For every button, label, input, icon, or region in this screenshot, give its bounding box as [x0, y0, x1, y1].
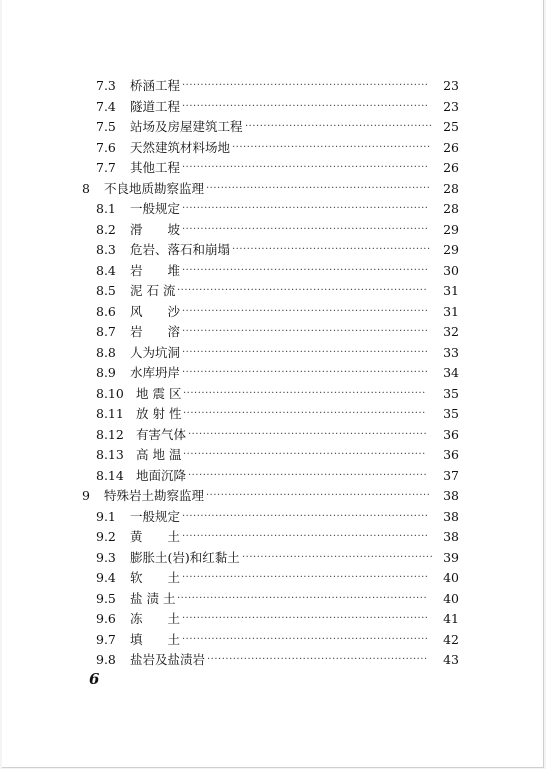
- toc-entry[interactable]: [2, 548, 543, 568]
- toc-entry[interactable]: [2, 220, 543, 240]
- toc-leader-dots: ···································································: [182, 633, 429, 645]
- toc-entry[interactable]: [2, 589, 543, 609]
- toc-entry-title: 软 土: [130, 570, 181, 585]
- toc-leader-dots: ···································································: [182, 80, 429, 91]
- toc-entry-title: 水库坍岸: [130, 365, 181, 380]
- toc-entry[interactable]: [2, 322, 543, 342]
- toc-entry-page: 40: [443, 590, 459, 606]
- toc-leader-dots: ····································································: [177, 592, 428, 604]
- toc-entry[interactable]: [2, 179, 543, 199]
- toc-entry-title: 风 沙: [130, 303, 181, 319]
- toc-entry[interactable]: [2, 281, 543, 301]
- toc-entry-number: 7.5: [96, 119, 116, 134]
- toc-leader-dots: ··································································: [183, 387, 426, 399]
- toc-entry-page: 26: [443, 139, 459, 155]
- toc-entry[interactable]: [2, 486, 543, 506]
- toc-entry-page: 37: [443, 467, 459, 483]
- toc-entry-page: 30: [443, 262, 459, 278]
- toc-leader-dots: ···································································: [182, 162, 429, 173]
- toc-entry-number: 8.13: [96, 447, 124, 462]
- toc-entry[interactable]: [2, 261, 543, 281]
- toc-entry-number: 7.6: [96, 139, 116, 155]
- toc-leader-dots: ···································································: [182, 572, 429, 583]
- toc-entry-number: 7.3: [96, 78, 116, 93]
- toc-leader-dots: ···································································: [182, 531, 429, 542]
- toc-entry-page: 36: [443, 426, 459, 442]
- toc-entry-page: 42: [443, 631, 459, 647]
- toc-entry-page: 23: [443, 98, 459, 114]
- toc-leader-dots: ····················································: [242, 551, 434, 563]
- toc-entry-number: 8.8: [96, 344, 116, 360]
- toc-leader-dots: ···································································: [182, 223, 429, 235]
- toc-entry-number: 9.1: [96, 508, 116, 524]
- toc-entry-page: 31: [443, 283, 459, 298]
- toc-leader-dots: ······················································: [232, 141, 431, 153]
- toc-entry-page: 35: [443, 406, 459, 421]
- toc-entry[interactable]: [2, 650, 543, 670]
- toc-entry-page: 31: [443, 303, 459, 319]
- toc-entry-page: 29: [443, 242, 459, 257]
- toc-entry-page: 35: [443, 385, 459, 401]
- toc-entry-title: 填 土: [130, 631, 181, 647]
- toc-entry-title: 站场及房屋建筑工程: [130, 119, 243, 134]
- toc-entry[interactable]: [2, 630, 543, 650]
- toc-entry-title: 黄 土: [130, 529, 181, 544]
- toc-leader-dots: ···································································: [182, 326, 429, 337]
- toc-entry-page: 43: [443, 652, 459, 667]
- toc-entry[interactable]: [2, 363, 543, 383]
- toc-leader-dots: ··································································: [183, 449, 426, 460]
- toc-entry-number: 8.2: [96, 221, 116, 237]
- toc-entry-number: 8.10: [96, 385, 124, 401]
- toc-entry-number: 8.11: [96, 406, 124, 421]
- toc-entry-title: 膨胀土(岩)和红黏土: [130, 549, 240, 565]
- toc-entry-title: 泥 石 流: [130, 283, 176, 298]
- toc-entry-number: 8: [82, 180, 90, 196]
- toc-entry-number: 8.12: [96, 426, 124, 442]
- toc-entry-page: 41: [443, 611, 459, 626]
- toc-entry-number: 8.4: [96, 262, 116, 278]
- toc-entry-number: 8.3: [96, 242, 116, 257]
- toc-leader-dots: ···································································: [182, 264, 429, 276]
- toc-entry-title: 地面沉降: [136, 467, 187, 483]
- toc-entry-page: 26: [443, 160, 459, 175]
- toc-entry-title: 桥涵工程: [130, 78, 181, 93]
- toc-entry[interactable]: [2, 527, 543, 547]
- toc-entry-title: 盐岩及盐渍岩: [130, 652, 206, 667]
- toc-entry-number: 8.7: [96, 324, 116, 339]
- toc-entry-number: 7.7: [96, 160, 116, 175]
- toc-entry-page: 36: [443, 447, 459, 462]
- toc-entry-number: 7.4: [96, 98, 116, 114]
- toc-entry-number: 9.8: [96, 652, 116, 667]
- toc-entry[interactable]: [2, 302, 543, 322]
- toc-entry-title: 隧道工程: [130, 98, 181, 114]
- toc-entry[interactable]: [2, 199, 543, 219]
- toc-leader-dots: ···································································: [182, 346, 429, 358]
- toc-entry-page: 38: [443, 529, 459, 544]
- toc-entry[interactable]: [2, 466, 543, 486]
- toc-entry[interactable]: [2, 240, 543, 260]
- toc-entry[interactable]: [2, 445, 543, 465]
- toc-entry[interactable]: [2, 97, 543, 117]
- toc-entry[interactable]: [2, 343, 543, 363]
- toc-entry-title: 一般规定: [130, 508, 181, 524]
- toc-entry-number: 9.4: [96, 570, 116, 585]
- document-page: [2, 0, 544, 768]
- toc-entry-page: 23: [443, 78, 459, 93]
- toc-entry-page: 33: [443, 344, 459, 360]
- toc-leader-dots: ·····························································: [206, 490, 431, 501]
- toc-entry-title: 盐 渍 土: [130, 590, 176, 606]
- toc-leader-dots: ···································································: [182, 100, 429, 112]
- toc-leader-dots: ···································································: [182, 613, 429, 624]
- toc-entry-page: 34: [443, 365, 459, 380]
- toc-leader-dots: ······················································: [232, 244, 431, 255]
- toc-entry-page: 40: [443, 570, 459, 585]
- toc-entry[interactable]: [2, 76, 543, 96]
- toc-entry-title: 天然建筑材料场地: [130, 139, 231, 155]
- toc-entry-number: 9.6: [96, 611, 116, 626]
- toc-entry-title: 高 地 温: [136, 447, 182, 462]
- toc-entry-number: 8.6: [96, 303, 116, 319]
- toc-entry-page: 38: [443, 508, 459, 524]
- toc-entry-title: 其他工程: [130, 160, 181, 175]
- toc-entry[interactable]: [2, 425, 543, 445]
- toc-leader-dots: ···················································: [245, 121, 433, 132]
- toc-entry-number: 8.9: [96, 365, 116, 380]
- toc-leader-dots: ···································································: [182, 510, 429, 522]
- toc-entry-page: 29: [443, 221, 459, 237]
- toc-entry-title: 岩 溶: [130, 324, 181, 339]
- toc-entry[interactable]: [2, 507, 543, 527]
- toc-entry-number: 9.7: [96, 631, 116, 647]
- toc-entry[interactable]: [2, 117, 543, 137]
- toc-leader-dots: ···································································: [182, 203, 429, 214]
- toc-entry[interactable]: [2, 384, 543, 404]
- toc-entry-title: 特殊岩土勘察监理: [104, 488, 205, 503]
- toc-leader-dots: ·································································: [188, 469, 428, 481]
- toc-entry-number: 9: [82, 488, 90, 503]
- toc-leader-dots: ··································································: [183, 408, 426, 419]
- toc-leader-dots: ····························································: [207, 654, 428, 665]
- toc-entry-title: 岩 堆: [130, 262, 181, 278]
- toc-entry-title: 有害气体: [136, 426, 187, 442]
- toc-entry-title: 冻 土: [130, 611, 181, 626]
- toc-entry[interactable]: [2, 158, 543, 178]
- toc-entry-number: 8.1: [96, 201, 116, 216]
- toc-entry[interactable]: [2, 568, 543, 588]
- toc-entry-title: 放 射 性: [136, 406, 182, 421]
- toc-entry-number: 8.5: [96, 283, 116, 298]
- toc-entry-title: 滑 坡: [130, 221, 181, 237]
- toc-entry-title: 地 震 区: [136, 385, 182, 401]
- toc-leader-dots: ···································································: [182, 367, 429, 378]
- toc-entry-title: 人为坑洞: [130, 344, 181, 360]
- toc-entry-page: 28: [443, 180, 459, 196]
- page-number: 6: [89, 670, 100, 688]
- toc-entry-number: 9.5: [96, 590, 116, 606]
- toc-entry-number: 9.2: [96, 529, 116, 544]
- toc-leader-dots: ·································································: [188, 428, 428, 440]
- toc-leader-dots: ·····························································: [206, 182, 431, 194]
- toc-entry-title: 不良地质勘察监理: [104, 180, 205, 196]
- toc-leader-dots: ···································································: [182, 305, 429, 317]
- toc-leader-dots: ····································································: [177, 285, 428, 296]
- toc-entry-title: 危岩、落石和崩塌: [130, 242, 231, 257]
- toc-entry[interactable]: [2, 404, 543, 424]
- toc-entry[interactable]: [2, 138, 543, 158]
- toc-entry-number: 9.3: [96, 549, 116, 565]
- toc-entry-number: 8.14: [96, 467, 124, 483]
- toc-entry-title: 一般规定: [130, 201, 181, 216]
- toc-entry-page: 38: [443, 488, 459, 503]
- toc-entry-page: 32: [443, 324, 459, 339]
- toc-entry-page: 28: [443, 201, 459, 216]
- toc-entry-page: 25: [443, 119, 459, 134]
- toc-entry[interactable]: [2, 609, 543, 629]
- toc-entry-page: 39: [443, 549, 459, 565]
